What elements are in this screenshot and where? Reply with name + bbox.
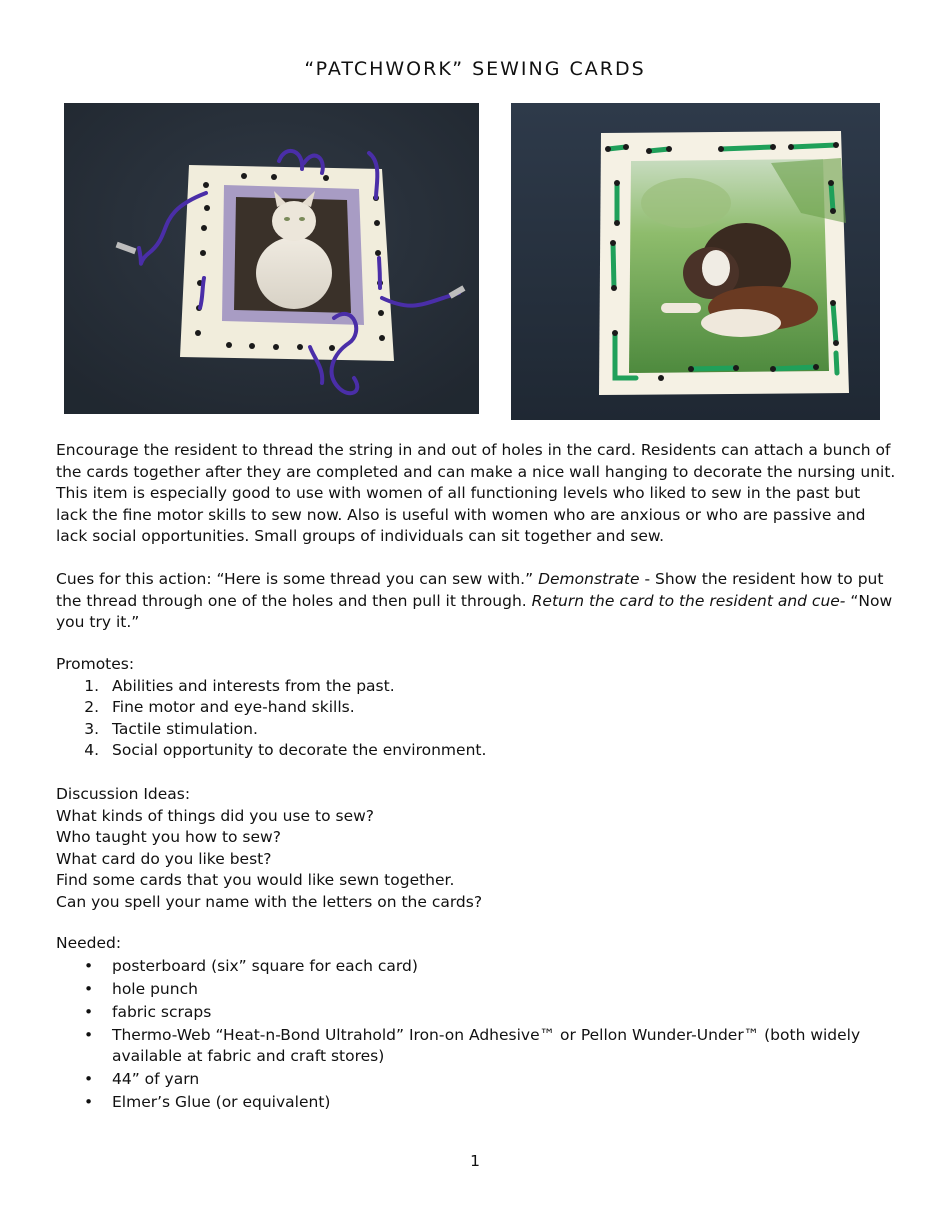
intro-paragraph <box>56 440 896 548</box>
discussion-item: Who taught you how to sew? <box>56 828 281 846</box>
page-number: 1 <box>470 1152 480 1170</box>
cues-return-card: Return the card to the resident and cue- <box>531 591 846 610</box>
discussion-item: Find some cards that you would like sewn together. <box>56 871 455 889</box>
discussion-item: What card do you like best? <box>56 849 272 868</box>
discussion-section <box>56 784 896 913</box>
cues-demonstrate: Demonstrate <box>538 570 640 588</box>
list-item: • Thermo-Web “Heat-n-Bond Ultrahold” Iron-on Adhesive™ or Pellon Wunder-Under™ (both widely available at fabric and craft stores) <box>84 1025 861 1065</box>
list-item: 3. Tactile stimulation. <box>84 719 258 738</box>
discussion-item: Can you spell your name with the letters on the cards? <box>56 892 483 911</box>
needed-section <box>56 933 896 1114</box>
promotes-list <box>56 676 896 762</box>
list-item: • hole punch <box>84 979 198 998</box>
list-item: 4. Social opportunity to decorate the environment. <box>84 741 487 759</box>
dog-sewing-card-photo <box>511 103 880 420</box>
cues-text-1: Cues for this action: “Here is some thread you can sew with.” <box>56 570 539 588</box>
list-item: • Elmer’s Glue (or equivalent) <box>84 1093 331 1111</box>
cues-paragraph <box>56 569 896 634</box>
needed-list <box>56 956 896 1114</box>
list-item: 1. Abilities and interests from the past. <box>84 676 395 695</box>
promotes-heading: Promotes: <box>56 655 135 673</box>
list-item: • posterboard (six” square for each card) <box>84 956 418 975</box>
cues-text-3: “Now you try it.” <box>56 591 893 631</box>
discussion-heading: Discussion Ideas: <box>56 785 191 803</box>
discussion-item: What kinds of things did you use to sew? <box>56 806 375 825</box>
cat-sewing-card-photo <box>64 103 479 414</box>
promotes-section <box>56 654 896 762</box>
cues-text-2: - Show the resident how to put the thread through one of the holes and then pull it through. <box>56 570 884 610</box>
intro-text: Encourage the resident to thread the string in and out of holes in the card. Residents can attach a bunch of the cards together after they are completed and can make a nice wall hanging to decorate the nursing unit. This item is especially good to use with women of all functioning levels who liked to sew in the past but lack the fine motor skills to sew now. Also is useful with women who are anxious or who are passive and lack social opportunities. Small groups of individuals can sit together and sew. <box>56 441 896 545</box>
list-item: • 44” of yarn <box>84 1070 200 1088</box>
needed-heading: Needed: <box>56 934 122 952</box>
list-item: 2. Fine motor and eye-hand skills. <box>84 698 355 716</box>
page-title: “PATCHWORK” SEWING CARDS <box>304 58 646 80</box>
list-item: • fabric scraps <box>84 1002 212 1021</box>
